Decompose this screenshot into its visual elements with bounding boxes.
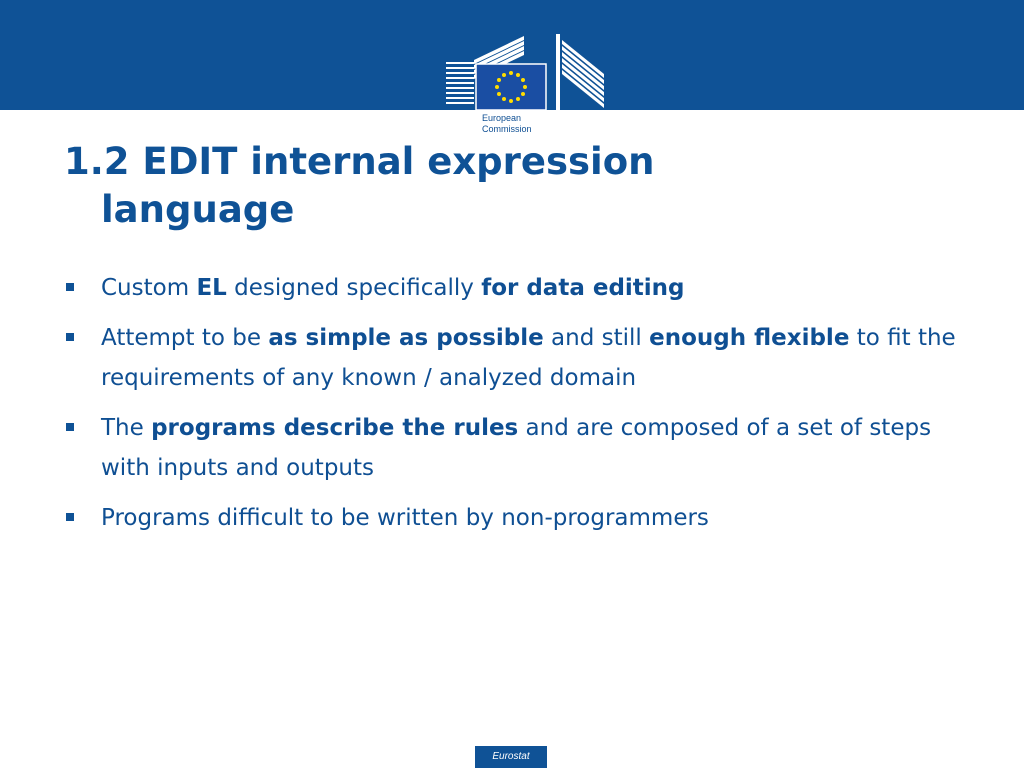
bullet-text: and are composed of a set of steps with inputs and outputs xyxy=(101,414,932,481)
bullet-square-icon xyxy=(66,513,74,521)
bullet-text-bold: enough flexible xyxy=(649,324,850,351)
bullet-square-icon xyxy=(66,333,74,341)
bullet-text-bold: EL xyxy=(196,275,227,301)
list-item xyxy=(64,268,964,309)
logo-caption-line1: European xyxy=(482,113,522,123)
bullet-text-bold: programs describe the rules xyxy=(151,414,519,441)
bullet-text-bold: for data editing xyxy=(481,275,685,301)
list-item xyxy=(64,498,964,539)
bullet-text: Programs difficult to be written by non-programmers xyxy=(101,504,709,531)
bullet-text: Attempt to be xyxy=(101,324,269,351)
title-line2: language xyxy=(101,188,295,231)
eurostat-badge: Eurostat xyxy=(475,746,547,768)
bullet-list xyxy=(64,268,964,547)
logo-caption-line2: Commission xyxy=(482,124,532,134)
list-item xyxy=(64,318,964,399)
bullet-text-bold: as simple as possible xyxy=(268,324,544,351)
european-commission-logo xyxy=(446,34,606,144)
bullet-text: designed specifically xyxy=(226,275,482,301)
bullet-square-icon xyxy=(66,283,74,291)
bullet-square-icon xyxy=(66,423,74,431)
bullet-text: Custom xyxy=(101,275,197,301)
bullet-text: and still xyxy=(543,324,650,351)
title-line1: 1.2 EDIT internal expression xyxy=(64,140,655,183)
logo-caption xyxy=(482,113,532,135)
bullet-text: to fit the requirements of any known / analyzed domain xyxy=(101,324,956,391)
commission-building-icon xyxy=(446,34,606,110)
list-item xyxy=(64,408,964,489)
page-title xyxy=(64,138,964,234)
bullet-text: The xyxy=(101,414,152,441)
